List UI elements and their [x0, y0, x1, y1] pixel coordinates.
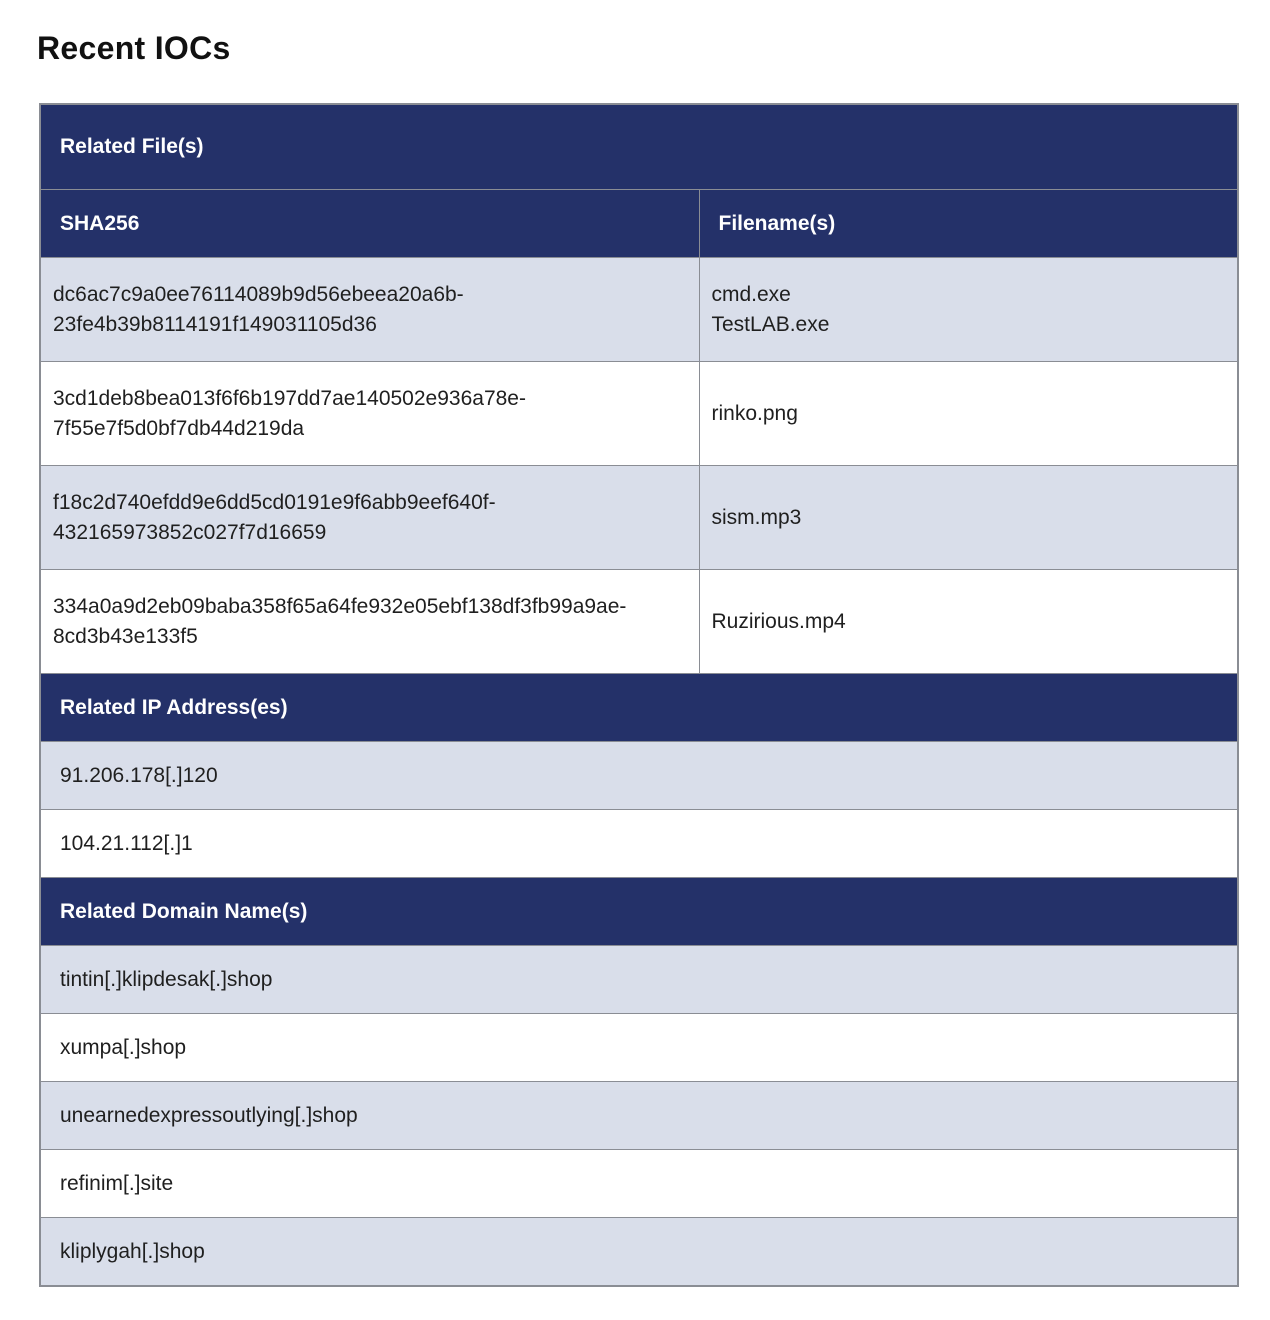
filename-cell — [699, 466, 1238, 570]
table-row — [40, 362, 1238, 466]
table-row — [40, 258, 1238, 362]
filename: sism.mp3 — [711, 505, 802, 529]
files-section-header-row — [40, 104, 1238, 190]
filename-cell — [699, 570, 1238, 674]
ip-row — [40, 742, 1238, 810]
filename: Ruzirious.mp4 — [711, 609, 846, 633]
sha256-cell — [40, 362, 699, 466]
domain-row — [40, 1150, 1238, 1218]
filename: rinko.png — [711, 401, 798, 425]
domain-row — [40, 1082, 1238, 1150]
sha256-line: 334a0a9d2eb09baba358f65a64fe932e05ebf138df3fb99a9ae- — [53, 594, 627, 618]
domain-name: refinim[.]site — [40, 1150, 1238, 1218]
sha256-line: dc6ac7c9a0ee76114089b9d56ebeea20a6b- — [53, 282, 464, 306]
page-title: Recent IOCs — [37, 30, 231, 66]
sha256-line: 432165973852c027f7d16659 — [53, 520, 327, 544]
sha256-line: 7f55e7f5d0bf7db44d219da — [53, 416, 305, 440]
ip-section-header: Related IP Address(es) — [40, 674, 1238, 742]
domain-section-header: Related Domain Name(s) — [40, 878, 1238, 946]
table-row — [40, 466, 1238, 570]
ip-address: 104.21.112[.]1 — [40, 810, 1238, 878]
domain-row — [40, 946, 1238, 1014]
domain-row — [40, 1218, 1238, 1287]
domain-name: unearnedexpressoutlying[.]shop — [40, 1082, 1238, 1150]
domain-name: tintin[.]klipdesak[.]shop — [40, 946, 1238, 1014]
sha256-line: 23fe4b39b8114191f149031105d36 — [53, 312, 377, 336]
domain-name: kliplygah[.]shop — [40, 1218, 1238, 1287]
filename: cmd.exe — [711, 282, 791, 306]
files-section-header: Related File(s) — [40, 104, 1238, 190]
ioc-table — [39, 103, 1239, 1287]
sha256-line: f18c2d740efdd9e6dd5cd0191e9f6abb9eef640f- — [53, 490, 496, 514]
ip-section-header-row — [40, 674, 1238, 742]
filename-cell — [699, 258, 1238, 362]
ip-row — [40, 810, 1238, 878]
files-column-header-row — [40, 190, 1238, 258]
table-row — [40, 570, 1238, 674]
domain-row — [40, 1014, 1238, 1082]
sha256-line: 3cd1deb8bea013f6f6b197dd7ae140502e936a78e- — [53, 386, 526, 410]
sha256-line: 8cd3b43e133f5 — [53, 624, 198, 648]
filename: TestLAB.exe — [711, 312, 830, 336]
sha256-cell — [40, 466, 699, 570]
ip-address: 91.206.178[.]120 — [40, 742, 1238, 810]
column-header-sha256: SHA256 — [40, 190, 699, 258]
filename-cell — [699, 362, 1238, 466]
column-header-filenames: Filename(s) — [699, 190, 1238, 258]
domain-section-header-row — [40, 878, 1238, 946]
sha256-cell — [40, 570, 699, 674]
domain-name: xumpa[.]shop — [40, 1014, 1238, 1082]
sha256-cell — [40, 258, 699, 362]
